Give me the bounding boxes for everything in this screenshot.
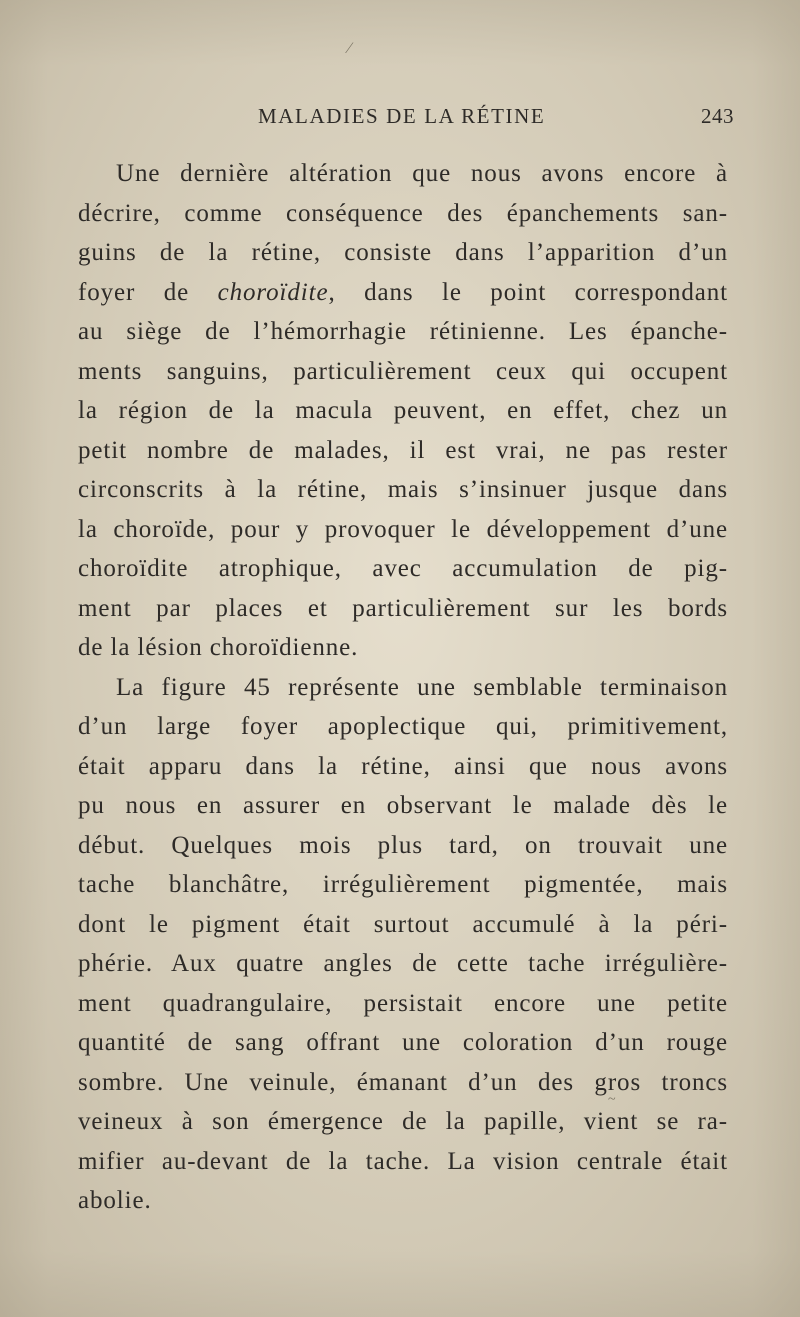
text-line: circonscrits à la rétine, mais s’insinuer jusque dans [78, 476, 728, 503]
text-line [78, 273, 728, 313]
text-line: ment par places et particulièrement sur les bords [78, 594, 728, 622]
text-line: ment quadrangulaire, persistait encore une petite [78, 989, 728, 1017]
text-line: dont le pigment était surtout accumulé à la péri- [78, 910, 728, 938]
text-line: début. Quelques mois plus tard, on trouvait une [78, 831, 728, 859]
text-line: au siège de l’hémorrhagie rétinienne. Les épanche- [78, 318, 728, 345]
text-line: ments sanguins, particulièrement ceux qui occupent [78, 357, 728, 385]
paper-speck: ⁄ [348, 40, 351, 57]
text-segment: foyer de [78, 278, 218, 306]
page-number: 243 [701, 104, 734, 128]
text-line: La figure 45 représente une semblable terminaison [116, 673, 728, 701]
text-line: Une dernière altération que nous avons encore à [116, 160, 728, 187]
text-line: abolie. [78, 1187, 152, 1214]
text-line: guins de la rétine, consiste dans l’apparition d’un [78, 239, 728, 266]
text-line: d’un large foyer apoplectique qui, primitivement, [78, 713, 728, 740]
text-line: mifier au-devant de la tache. La vision centrale était [78, 1147, 728, 1175]
text-line: quantité de sang offrant une coloration d’un rouge [78, 1029, 728, 1056]
text-line: tache blanchâtre, irrégulièrement pigmentée, mais [78, 871, 728, 898]
running-title: MALADIES DE LA RÉTINE [258, 104, 546, 128]
text-line: décrire, comme conséquence des épanchements san- [78, 199, 728, 227]
text-line: sombre. Une veinule, émanant d’un des gros troncs [78, 1068, 728, 1096]
text-line: la choroïde, pour y provoquer le développement d’une [78, 515, 728, 543]
italic-term: choroïdite [217, 278, 329, 306]
text-line: veineux à son émergence de la papille, vient se ra- [78, 1108, 728, 1135]
paper-speck: ~ [608, 1092, 616, 1107]
text-line: de la lésion choroïdienne. [78, 634, 359, 661]
text-line: la région de la macula peuvent, en effet, chez un [78, 397, 728, 424]
running-head [76, 104, 734, 134]
text-line: petit nombre de malades, il est vrai, ne pas rester [78, 436, 728, 464]
body-text [78, 154, 728, 1221]
text-line: était apparu dans la rétine, ainsi que nous avons [78, 752, 728, 780]
text-line: phérie. Aux quatre angles de cette tache irrégulière- [78, 950, 728, 977]
text-segment: , dans le point correspondant [328, 278, 728, 306]
text-line: choroïdite atrophique, avec accumulation de pig- [78, 555, 728, 582]
text-line: pu nous en assurer en observant le malade dès le [78, 792, 728, 819]
